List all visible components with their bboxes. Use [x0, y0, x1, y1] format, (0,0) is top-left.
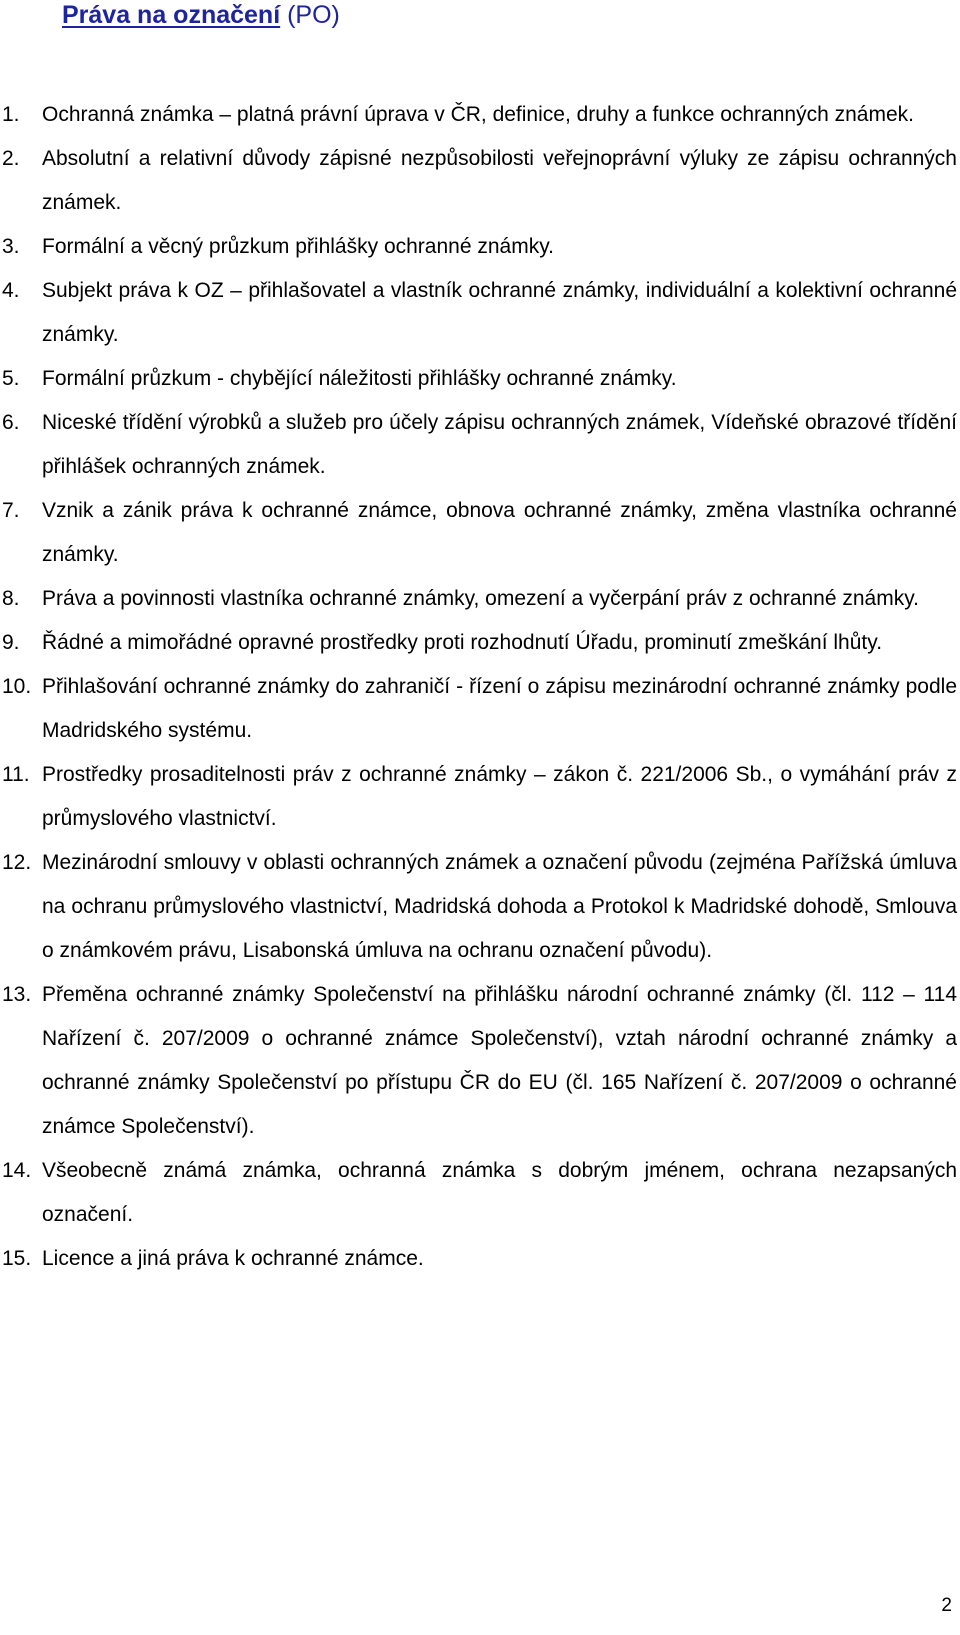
topic-text: Licence a jiná práva k ochranné známce. [42, 1247, 424, 1270]
topic-number: 10. [2, 675, 32, 698]
list-item [0, 93, 960, 137]
topic-number: 11. [2, 763, 30, 786]
list-item [0, 753, 960, 841]
list-item [0, 1237, 960, 1281]
page-number: 2 [941, 1595, 952, 1616]
topic-text: Přihlašování ochranné známky do zahraničí - řízení o zápisu mezinárodní ochranné známky podle Madridského systému. [42, 675, 957, 742]
list-item [0, 621, 960, 665]
topic-number: 12. [2, 851, 32, 874]
topic-number: 3. [2, 235, 20, 258]
topic-text: Práva a povinnosti vlastníka ochranné známky, omezení a vyčerpání práv z ochranné známky. [42, 587, 919, 610]
list-item [0, 577, 960, 621]
title-text: Práva na označení [62, 1, 281, 29]
topic-number: 4. [2, 279, 20, 302]
topic-text: Přeměna ochranné známky Společenství na přihlášku národní ochranné známky (čl. 112 – 114 Nařízení č. 207/2009 o ochranné známce Společenství), vztah národní ochranné známky a ochranné známky Společenství po přístupu ČR do EU (čl. 165 Nařízení č. 207/2009 o ochranné známce Společenství). [42, 983, 957, 1138]
topic-text: Niceské třídění výrobků a služeb pro účely zápisu ochranných známek, Vídeňské obrazové třídění přihlášek ochranných známek. [42, 411, 957, 478]
topic-number: 9. [2, 631, 20, 654]
list-item [0, 665, 960, 753]
topic-text: Řádné a mimořádné opravné prostředky proti rozhodnutí Úřadu, prominutí zmeškání lhůty. [42, 631, 883, 654]
topic-number: 8. [2, 587, 20, 610]
list-item [0, 225, 960, 269]
topic-number: 15. [2, 1247, 32, 1270]
topic-number: 6. [2, 411, 20, 434]
topic-text: Subjekt práva k OZ – přihlašovatel a vlastník ochranné známky, individuální a kolektivní ochranné známky. [42, 279, 957, 346]
list-item [0, 1149, 960, 1237]
list-item [0, 401, 960, 489]
list-item [0, 269, 960, 357]
topic-text: Vznik a zánik práva k ochranné známce, obnova ochranné známky, změna vlastníka ochranné známky. [42, 499, 957, 566]
topic-text: Všeobecně známá známka, ochranná známka s dobrým jménem, ochrana nezapsaných označení. [42, 1159, 957, 1226]
topic-text: Mezinárodní smlouvy v oblasti ochranných známek a označení původu (zejména Pařížská úmluva na ochranu průmyslového vlastnictví, Madridská dohoda a Protokol k Madridské dohodě, Smlouva o známkovém právu, Lisabonská úmluva na ochranu označení původu). [42, 851, 957, 962]
topic-number: 1. [2, 103, 20, 126]
topic-text: Formální a věcný průzkum přihlášky ochranné známky. [42, 235, 554, 258]
topic-number: 5. [2, 367, 20, 390]
list-item [0, 973, 960, 1149]
title-suffix: (PO) [287, 1, 340, 29]
topic-text: Absolutní a relativní důvody zápisné nezpůsobilosti veřejnoprávní výluky ze zápisu ochranných známek. [42, 147, 957, 214]
topic-list [0, 93, 960, 1281]
list-item [0, 841, 960, 973]
topic-number: 2. [2, 147, 20, 170]
list-item [0, 489, 960, 577]
list-item [0, 137, 960, 225]
topic-text: Formální průzkum - chybějící náležitosti přihlášky ochranné známky. [42, 367, 677, 390]
topic-text: Prostředky prosaditelnosti práv z ochranné známky – zákon č. 221/2006 Sb., o vymáhání práv z průmyslového vlastnictví. [42, 763, 957, 830]
page-title [62, 0, 340, 30]
topic-number: 14. [2, 1159, 32, 1182]
topic-text: Ochranná známka – platná právní úprava v ČR, definice, druhy a funkce ochranných známek. [42, 103, 914, 126]
topic-number: 13. [2, 983, 32, 1006]
topic-number: 7. [2, 499, 20, 522]
list-item [0, 357, 960, 401]
